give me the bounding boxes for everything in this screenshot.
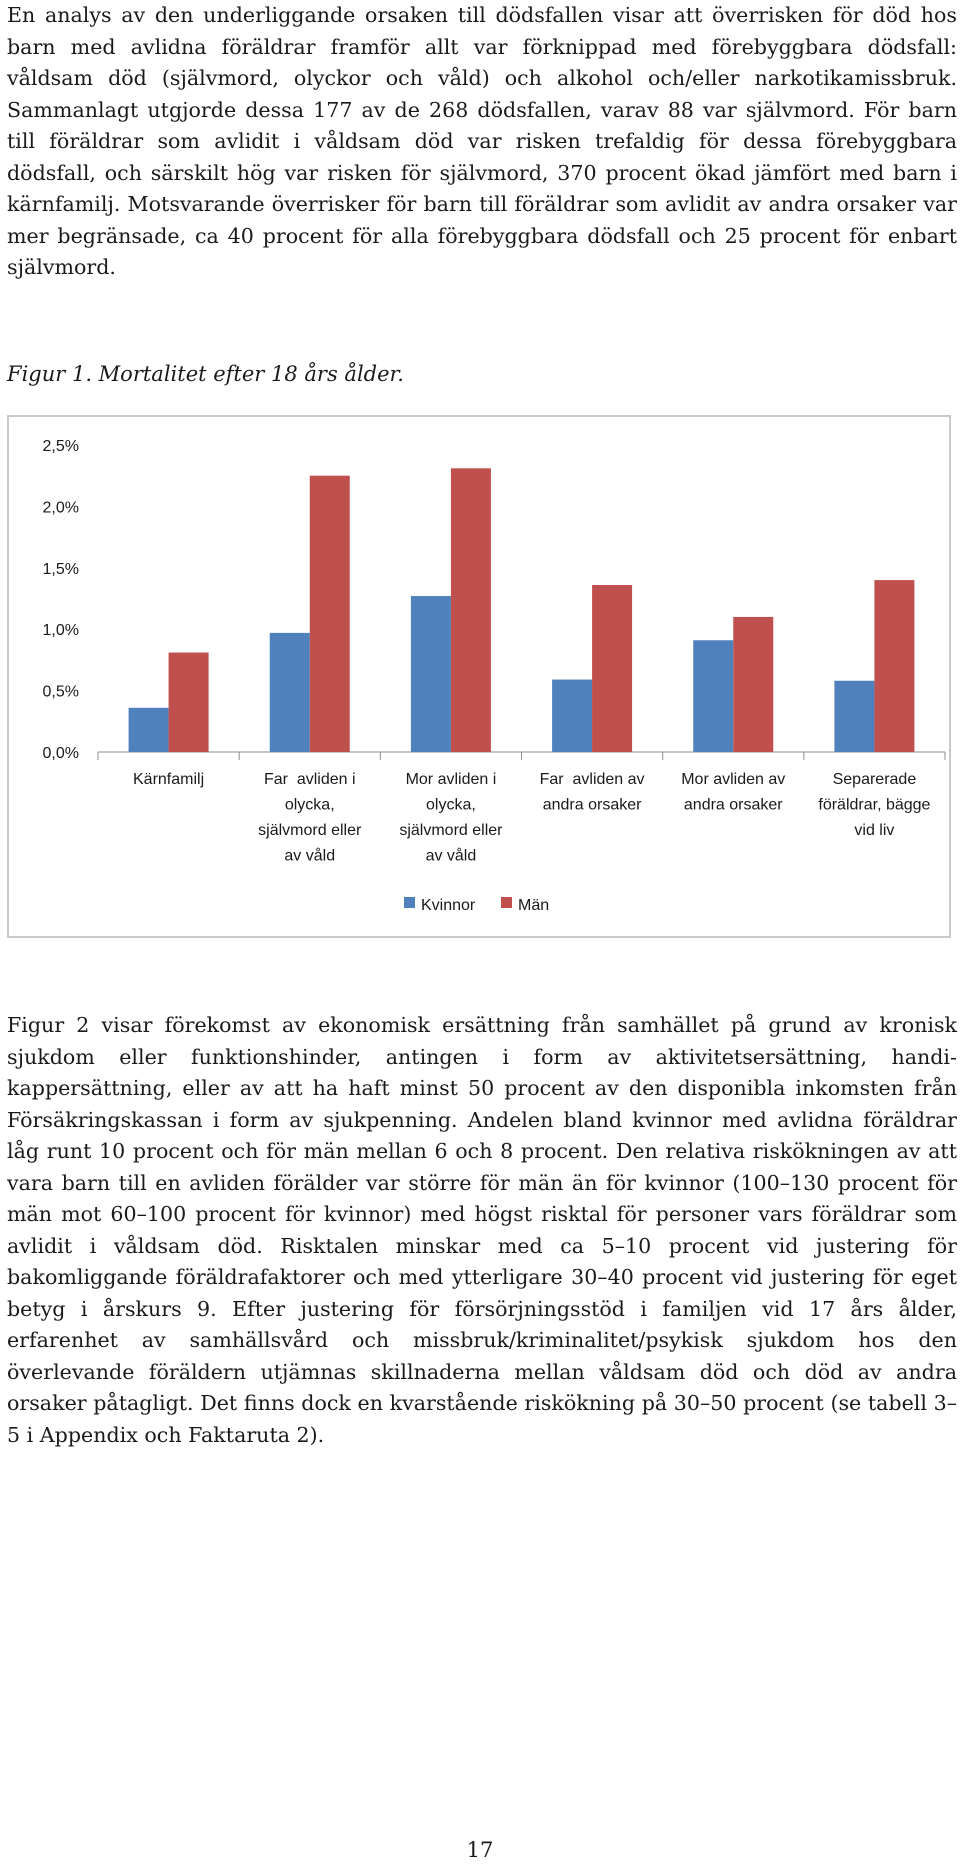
bar-kvinnor xyxy=(693,640,733,752)
y-tick-label: 1,0% xyxy=(42,622,79,640)
figure-caption: Figur 1. Mortalitet efter 18 års ålder. xyxy=(7,362,404,386)
bar-kvinnor xyxy=(129,708,169,752)
y-tick-label: 1,5% xyxy=(42,560,79,578)
bar-chart-svg xyxy=(9,417,953,940)
category-label: av våld xyxy=(425,847,477,865)
page-number: 17 xyxy=(466,1838,494,1862)
y-tick-label: 0,0% xyxy=(42,745,79,762)
legend-label: Kvinnor xyxy=(421,897,476,914)
bar-kvinnor xyxy=(411,596,451,752)
y-tick-label: 2,0% xyxy=(42,499,79,517)
bar-man xyxy=(310,476,350,752)
bar-chart xyxy=(7,415,951,938)
y-tick-label: 0,5% xyxy=(42,683,79,701)
intro-paragraph: En analys av den underliggande orsaken till dödsfallen visar att överrisken för död hos barn med avlidna föräldrar framför allt var förknippad med förebyggbara dödsfall: våldsam död (självmord, olyckor och våld) och alkohol och/eller narkotikamissbruk. Sammanlagt utgjorde dessa 177 av de 268 dödsfallen, varav 88 var självmord. För barn till föräldrar som avlidit i våldsam död var risken trefaldig för dessa förebyggbara dödsfall, och särskilt hög var risken för självmord, 370 procent ökad jämfört med barn i kärnfamilj. Motsvarande överrisker för barn till föräldrar som avlidit av andra orsaker var mer begränsade, ca 40 procent för alla förebyggbara dödsfall och 25 procent för enbart självmord. xyxy=(7,3,957,279)
category-label: olycka, xyxy=(426,796,476,814)
legend-swatch xyxy=(404,897,415,908)
y-tick-label: 2,5% xyxy=(42,438,79,455)
category-label: vid liv xyxy=(854,822,895,839)
category-label: Far avliden i xyxy=(263,771,356,788)
category-label: av våld xyxy=(284,847,336,865)
bar-man xyxy=(592,585,632,752)
legend-label: Män xyxy=(518,897,550,914)
category-label: Separerade xyxy=(832,771,917,788)
category-label: andra orsaker xyxy=(683,796,783,814)
bar-man xyxy=(874,580,914,752)
bar-kvinnor xyxy=(834,681,874,752)
category-label: Mor avliden av xyxy=(681,771,786,788)
bar-kvinnor xyxy=(270,633,310,752)
figure-2-paragraph: Figur 2 visar förekomst av ekonomisk ersättning från samhället på grund av kronisk sjukdom eller funktionshinder, antingen i form av aktivitetsersättning, handikappersättning, eller av att ha haft minst 50 procent av den disponibla inkomsten från Försäkringskassan i form av sjukpenning. Andelen bland kvinnor med avlidna föräldrar låg runt 10 procent och för män mellan 6 och 8 procent. Den relativa riskökningen av att vara barn till en avliden förälder var större för män än för kvinnor (100–130 procent för män mot 60–100 procent för kvinnor) med högst risktal för personer vars föräldrar som avlidit i våldsam död. Risktalen minskar med ca 5–10 procent vid justering för bakomliggande föräldrafaktorer och med ytterligare 30–40 procent vid justering för eget betyg i årskurs 9. Efter justering för försörjningsstöd i familjen vid 17 års ålder, erfarenhet av samhällsvård och missbruk/kriminalitet/psykisk sjukdom hos den överlevande föräldern utjämnas skillnaderna mellan våldsam död och död av andra orsaker påtagligt. Det finns dock en kvarstående riskökning på 30–50 procent (se tabell 3–5 i Appendix och Faktaruta 2). xyxy=(7,1013,957,1447)
legend-swatch xyxy=(501,897,512,908)
bar-kvinnor xyxy=(552,680,592,752)
category-label: självmord eller xyxy=(258,822,362,839)
category-label: Far avliden av xyxy=(539,771,645,788)
category-label: olycka, xyxy=(284,796,335,814)
bar-man xyxy=(169,653,209,752)
bar-man xyxy=(451,468,491,752)
category-label: Mor avliden i xyxy=(405,771,497,788)
category-label: andra orsaker xyxy=(542,796,642,814)
bar-man xyxy=(733,617,773,752)
category-label: självmord eller xyxy=(399,822,503,839)
category-label: Kärnfamilj xyxy=(133,771,205,788)
category-label: föräldrar, bägge xyxy=(818,796,931,814)
